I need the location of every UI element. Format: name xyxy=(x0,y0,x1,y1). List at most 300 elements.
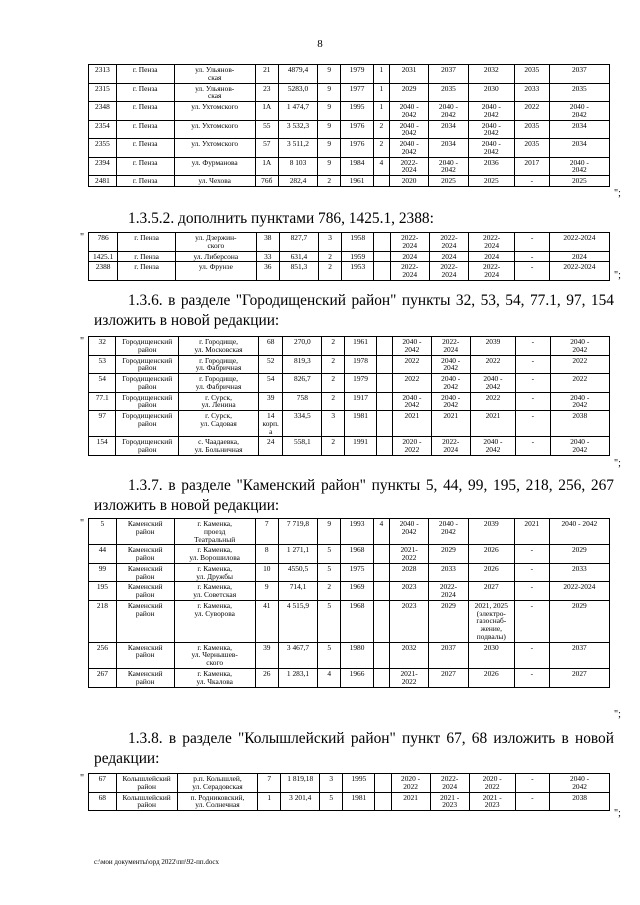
table-cell: 1977 xyxy=(341,83,373,102)
table-cell xyxy=(373,600,389,642)
table-cell: 1958 xyxy=(342,233,374,252)
table-cell: Городищенский район xyxy=(116,411,179,437)
table-cell: 1959 xyxy=(342,251,374,262)
table-cell: г. Пенза xyxy=(116,83,174,102)
table-cell: 2035 xyxy=(514,120,549,139)
table-cell: 2481 xyxy=(89,176,117,187)
table-cell: 631,4 xyxy=(279,251,318,262)
table-cell: р.п. Колышлей, ул. Серадовская xyxy=(177,774,257,793)
table-cell: 2024 xyxy=(429,251,468,262)
table-cell: 2022- 2024 xyxy=(431,337,470,356)
closing-quote: "; xyxy=(614,458,621,469)
table-cell: 2022 xyxy=(470,392,516,411)
table-cell: 9 xyxy=(318,83,341,102)
table-cell: 2026 xyxy=(468,669,514,688)
table-cell: 2037 xyxy=(549,65,609,84)
table-cell: 2 xyxy=(322,374,345,393)
table-cell: 2036 xyxy=(468,157,514,176)
table-cell: 2040 - 2042 xyxy=(549,157,609,176)
table-cell: 4 515,9 xyxy=(278,600,317,642)
table-cell: 53 xyxy=(89,355,116,374)
table-cell: г. Пенза xyxy=(116,139,174,158)
table-cell: 8 xyxy=(255,545,278,564)
table-cell: - xyxy=(516,355,550,374)
table-row xyxy=(89,669,610,688)
closing-quote: "; xyxy=(614,808,621,819)
table-cell: 8 103 xyxy=(278,157,317,176)
table-cell: Колышлейский район xyxy=(116,774,177,793)
table-cell: 3 xyxy=(319,233,342,252)
table-cell: - xyxy=(514,669,549,688)
table-cell: 2027 xyxy=(468,582,514,601)
table-cell: г. Пенза xyxy=(118,233,176,252)
table-cell: 2040 - 2042 xyxy=(431,355,470,374)
table-cell: 1А xyxy=(255,102,278,121)
table-cell: 2040 - 2042 xyxy=(431,374,470,393)
table-cell: 2022- 2024 xyxy=(390,262,429,281)
table-cell: 1917 xyxy=(345,392,377,411)
table-cell xyxy=(374,251,390,262)
table-cell: 2022- 2024 xyxy=(429,262,468,281)
table-cell: Каменский район xyxy=(116,563,174,582)
table-cell: 2021 xyxy=(431,411,470,437)
table-row xyxy=(89,102,610,121)
table-cell: 5 xyxy=(318,600,341,642)
table-cell: 2040 - 2042 xyxy=(429,102,468,121)
table-cell: 14 корп. а xyxy=(259,411,283,437)
table-cell: 2 xyxy=(373,139,389,158)
table-row xyxy=(89,374,610,393)
table-cell: 3 467,7 xyxy=(278,642,317,668)
table-cell: 57 xyxy=(255,139,278,158)
table-cell: 2025 xyxy=(468,176,514,187)
table-row xyxy=(89,262,610,281)
table-cell: 5 xyxy=(89,519,117,545)
table-cell: 2 xyxy=(318,176,341,187)
table-cell: 1978 xyxy=(345,355,377,374)
table-cell: 2040 - 2042 xyxy=(429,157,468,176)
table-cell: 54 xyxy=(259,374,283,393)
table-cell: 2030 xyxy=(468,642,514,668)
table-cell xyxy=(373,582,389,601)
table-cell: 2355 xyxy=(89,139,117,158)
table-cell: - xyxy=(514,582,549,601)
table-cell: 819,3 xyxy=(283,355,322,374)
table-cell: 714,1 xyxy=(278,582,317,601)
table-cell: 1980 xyxy=(341,642,373,668)
table-cell xyxy=(373,545,389,564)
table-cell: 21 xyxy=(255,65,278,84)
housing-table-gorodishche xyxy=(88,336,610,456)
table-row xyxy=(89,251,610,262)
table-cell: - xyxy=(514,600,549,642)
page-number: 8 xyxy=(317,38,323,50)
table-cell: Каменский район xyxy=(116,582,174,601)
table-cell xyxy=(373,563,389,582)
table-cell: 2035 xyxy=(549,83,609,102)
table-cell: 2022 xyxy=(470,355,516,374)
closing-quote: "; xyxy=(614,709,621,720)
table-cell: г. Каменка, ул. Советская xyxy=(174,582,255,601)
table-cell: 2022-2024 xyxy=(549,233,609,252)
opening-quote: " xyxy=(80,232,85,243)
table-cell: г. Городище, ул. Московская xyxy=(179,337,259,356)
table-cell: 9 xyxy=(318,102,341,121)
table-cell: 1995 xyxy=(343,774,375,793)
table-cell: 4879,4 xyxy=(278,65,317,84)
table-cell: ул. Фурманова xyxy=(174,157,255,176)
table-cell: 39 xyxy=(255,642,278,668)
table-row xyxy=(89,337,610,356)
table-cell: г. Пенза xyxy=(116,157,174,176)
table-cell: 1981 xyxy=(345,411,377,437)
table-cell: 2021- 2022 xyxy=(389,545,428,564)
opening-quote: " xyxy=(80,336,85,347)
table-cell: 9 xyxy=(318,120,341,139)
table-cell: 2022- 2024 xyxy=(429,233,468,252)
table-cell: 2040 - 2042 xyxy=(470,374,516,393)
table-cell: 24 xyxy=(259,437,283,456)
table-cell: 2040 - 2042 xyxy=(470,437,516,456)
table-row xyxy=(89,120,610,139)
table-cell: 2022 xyxy=(550,374,609,393)
table-cell: 67 xyxy=(89,774,117,793)
table-cell: 39 xyxy=(259,392,283,411)
table-cell: 2022- 2024 xyxy=(469,233,515,252)
table-cell: 38 xyxy=(256,233,279,252)
table-cell: ул. Ухтомского xyxy=(174,139,255,158)
table-row xyxy=(89,139,610,158)
table-cell: 32 xyxy=(89,337,116,356)
table-cell: 52 xyxy=(259,355,283,374)
table-cell: 2040 - 2042 xyxy=(549,519,609,545)
table-cell: - xyxy=(516,374,550,393)
table-row xyxy=(89,545,610,564)
table-cell: 2033 xyxy=(549,563,609,582)
table-cell: 2040 - 2042 xyxy=(431,392,470,411)
table-cell: 4550,5 xyxy=(278,563,317,582)
table-cell xyxy=(375,792,391,811)
table-row xyxy=(89,519,610,545)
table-cell: 2035 xyxy=(514,65,549,84)
table-cell: 97 xyxy=(89,411,116,437)
table-row xyxy=(89,600,610,642)
table-cell: 2039 xyxy=(468,519,514,545)
table-cell: 2029 xyxy=(429,600,468,642)
section-heading-1.3.8: 1.3.8. в разделе "Колышлейский район" пункт 67, 68 изложить в новой редакции: xyxy=(94,730,614,767)
table-cell: - xyxy=(516,392,550,411)
table-cell: 1 819,18 xyxy=(281,774,320,793)
table-cell: 2035 xyxy=(514,139,549,158)
table-cell: 2022-2024 xyxy=(549,582,609,601)
table-cell: 1 xyxy=(373,65,389,84)
table-cell: 2032 xyxy=(468,65,514,84)
table-cell: 2388 xyxy=(89,262,118,281)
table-cell: 2020 - 2022 xyxy=(469,774,515,793)
table-cell: 68 xyxy=(89,792,117,811)
table-cell: 9 xyxy=(318,519,341,545)
table-cell: 154 xyxy=(89,437,116,456)
table-cell: г. Каменка, ул. Чернышев- ского xyxy=(174,642,255,668)
table-cell: 2040 - 2042 xyxy=(393,337,432,356)
table-cell: 7 xyxy=(258,774,281,793)
table-cell: 2040 - 2042 xyxy=(468,139,514,158)
table-cell: 99 xyxy=(89,563,117,582)
table-cell: 1425.1 xyxy=(89,251,118,262)
table-cell: 2037 xyxy=(429,65,468,84)
table-cell: 2033 xyxy=(429,563,468,582)
table-cell: 558,1 xyxy=(283,437,322,456)
table-cell: 2029 xyxy=(549,545,609,564)
table-cell xyxy=(377,411,393,437)
table-cell: 2026 xyxy=(468,545,514,564)
table-cell: 851,3 xyxy=(279,262,318,281)
table-cell: 2 xyxy=(322,355,345,374)
table-cell: 270,0 xyxy=(283,337,322,356)
housing-table-kolyshley xyxy=(88,773,610,811)
table-cell: Городищенский район xyxy=(116,355,179,374)
table-cell: 1 271,1 xyxy=(278,545,317,564)
table-cell: г. Пенза xyxy=(118,251,176,262)
table-row xyxy=(89,437,610,456)
table-cell: 195 xyxy=(89,582,117,601)
table-cell: ул. Чехова xyxy=(174,176,255,187)
table-cell: 54 xyxy=(89,374,116,393)
table-cell: 2022- 2024 xyxy=(430,774,469,793)
table-cell: ул. Ухтомского xyxy=(174,102,255,121)
table-cell: с. Чаадаевка, ул. Больничная xyxy=(179,437,259,456)
table-cell: 2037 xyxy=(429,642,468,668)
table-cell: 2 xyxy=(322,337,345,356)
table-cell: 1979 xyxy=(345,374,377,393)
table-cell: 1 xyxy=(373,83,389,102)
table-cell: - xyxy=(515,792,549,811)
table-cell: 7 719,8 xyxy=(278,519,317,545)
housing-table-kamenka xyxy=(88,518,610,688)
table-cell: 2027 xyxy=(429,669,468,688)
table-cell: 2021 xyxy=(393,411,432,437)
table-cell: 2040 - 2042 xyxy=(389,120,428,139)
table-cell xyxy=(374,262,390,281)
table-cell: 2033 xyxy=(514,83,549,102)
table-cell: 2040 - 2042 xyxy=(389,139,428,158)
table-cell: 2040 - 2042 xyxy=(550,437,609,456)
table-cell: 2022- 2024 xyxy=(469,262,515,281)
table-cell: 5 xyxy=(318,545,341,564)
table-cell: 2022- 2024 xyxy=(431,437,470,456)
table-cell: 2021 - 2023 xyxy=(469,792,515,811)
table-cell: 3 xyxy=(322,411,345,437)
table-cell: 55 xyxy=(255,120,278,139)
table-cell: 267 xyxy=(89,669,117,688)
table-cell: 4 xyxy=(318,669,341,688)
table-cell: 1969 xyxy=(341,582,373,601)
table-cell: 1975 xyxy=(341,563,373,582)
table-cell: 2034 xyxy=(549,139,609,158)
table-cell: 2022- 2024 xyxy=(390,233,429,252)
table-cell: 2035 xyxy=(429,83,468,102)
table-cell: 2034 xyxy=(429,139,468,158)
table-cell: 2022- 2024 xyxy=(429,582,468,601)
table-cell: 2030 xyxy=(468,83,514,102)
table-cell: Каменский район xyxy=(116,669,174,688)
table-cell: Городищенский район xyxy=(116,392,179,411)
table-cell: 786 xyxy=(89,233,118,252)
table-cell: - xyxy=(516,437,550,456)
table-cell: 2021- 2022 xyxy=(389,669,428,688)
table-cell: 1984 xyxy=(341,157,373,176)
table-cell: 1А xyxy=(255,157,278,176)
table-cell: 2022 xyxy=(514,102,549,121)
table-cell: 256 xyxy=(89,642,117,668)
table-row xyxy=(89,233,610,252)
table-cell: 2315 xyxy=(89,83,117,102)
table-row xyxy=(89,355,610,374)
closing-quote: "; xyxy=(614,188,621,199)
table-cell: 2029 xyxy=(429,545,468,564)
section-heading-1.3.5.2: 1.3.5.2. дополнить пунктами 786, 1425.1, 2388: xyxy=(128,210,434,227)
table-cell: 2032 xyxy=(389,642,428,668)
table-cell: 2039 xyxy=(470,337,516,356)
table-cell: 2024 xyxy=(390,251,429,262)
section-heading-1.3.7: 1.3.7. в разделе "Каменский район" пункты 5, 44, 99, 195, 218, 256, 267 изложить в новой редакции: xyxy=(94,477,614,514)
table-cell: 1993 xyxy=(341,519,373,545)
table-cell: 2 xyxy=(318,582,341,601)
table-cell: Каменский район xyxy=(116,519,174,545)
table-cell: 282,4 xyxy=(278,176,317,187)
table-cell: 1961 xyxy=(345,337,377,356)
table-cell: 1 xyxy=(258,792,281,811)
table-row xyxy=(89,792,610,811)
table-cell xyxy=(373,176,389,187)
table-cell: 2040 - 2042 xyxy=(389,102,428,121)
table-cell: 2038 xyxy=(550,792,610,811)
table-row xyxy=(89,563,610,582)
table-cell: 3 532,3 xyxy=(278,120,317,139)
table-cell: г. Пенза xyxy=(116,176,174,187)
table-cell: 1953 xyxy=(342,262,374,281)
table-row xyxy=(89,411,610,437)
table-row xyxy=(89,774,610,793)
table-cell: 1 474,7 xyxy=(278,102,317,121)
table-row xyxy=(89,157,610,176)
table-cell: г. Каменка, ул. Суворова xyxy=(174,600,255,642)
table-cell: 76б xyxy=(255,176,278,187)
table-cell: 5 xyxy=(318,642,341,668)
table-cell: 2028 xyxy=(389,563,428,582)
table-cell: 2040 - 2042 xyxy=(468,120,514,139)
table-cell: 2 xyxy=(373,120,389,139)
table-cell: ул. Ухтомского xyxy=(174,120,255,139)
table-cell: 1976 xyxy=(341,120,373,139)
table-cell: г. Каменка, ул. Чкалова xyxy=(174,669,255,688)
table-cell: 2022-2024 xyxy=(549,262,609,281)
table-cell: 2026 xyxy=(468,563,514,582)
table-cell: 2022 xyxy=(393,374,432,393)
table-cell xyxy=(377,374,393,393)
table-cell: 1979 xyxy=(341,65,373,84)
table-cell: 2034 xyxy=(549,120,609,139)
table-cell: г. Каменка, проезд Театральный xyxy=(174,519,255,545)
table-cell: - xyxy=(516,411,550,437)
table-cell: 218 xyxy=(89,600,117,642)
table-cell: Колышлейский район xyxy=(116,792,177,811)
table-cell: 77.1 xyxy=(89,392,116,411)
table-cell: 2 xyxy=(319,251,342,262)
table-cell: 1961 xyxy=(341,176,373,187)
table-cell: - xyxy=(515,774,549,793)
table-cell: 334,5 xyxy=(283,411,322,437)
table-cell: 2040 - 2042 xyxy=(393,392,432,411)
table-cell xyxy=(377,355,393,374)
table-cell: 9 xyxy=(318,65,341,84)
table-cell: 2027 xyxy=(549,669,609,688)
table-cell: 5283,0 xyxy=(278,83,317,102)
table-cell: 1966 xyxy=(341,669,373,688)
table-cell: Каменский район xyxy=(116,642,174,668)
table-cell: г. Пенза xyxy=(116,65,174,84)
table-cell: г. Городище, ул. Фабричная xyxy=(179,374,259,393)
table-cell: 4 xyxy=(373,519,389,545)
table-cell: 2040 - 2042 xyxy=(550,392,609,411)
table-cell: - xyxy=(515,251,550,262)
table-cell: 2025 xyxy=(429,176,468,187)
table-cell: 5 xyxy=(318,563,341,582)
table-cell: 2021 xyxy=(514,519,549,545)
table-cell: Городищенский район xyxy=(116,337,179,356)
table-cell: 3 201,4 xyxy=(281,792,320,811)
table-cell: ул. Либерсона xyxy=(175,251,256,262)
table-cell: 2020 - 2022 xyxy=(393,437,432,456)
table-cell: ул. Ульянов- ская xyxy=(174,65,255,84)
table-cell: 3 xyxy=(320,774,343,793)
table-cell: г. Сурск, ул. Ленина xyxy=(179,392,259,411)
table-cell: 1976 xyxy=(341,139,373,158)
table-cell: ул. Фрунзе xyxy=(175,262,256,281)
opening-quote: " xyxy=(80,518,85,529)
table-cell: 9 xyxy=(318,157,341,176)
table-cell: Каменский район xyxy=(116,545,174,564)
table-cell: Городищенский район xyxy=(116,374,179,393)
table-cell xyxy=(373,669,389,688)
table-cell: 36 xyxy=(256,262,279,281)
table-cell: г. Пенза xyxy=(118,262,176,281)
table-cell: 2040 - 2042 xyxy=(468,102,514,121)
table-cell: 1995 xyxy=(341,102,373,121)
table-cell: 1968 xyxy=(341,600,373,642)
table-cell: - xyxy=(514,563,549,582)
table-cell: 2348 xyxy=(89,102,117,121)
housing-table-additions xyxy=(88,232,610,281)
table-cell: 10 xyxy=(255,563,278,582)
table-cell: 26 xyxy=(255,669,278,688)
table-cell: 2017 xyxy=(514,157,549,176)
table-cell xyxy=(377,337,393,356)
table-cell: 2040 - 2042 xyxy=(429,519,468,545)
closing-quote: "; xyxy=(614,270,621,281)
table-row xyxy=(89,83,610,102)
table-cell: 2024 xyxy=(469,251,515,262)
table-cell: 1 xyxy=(373,102,389,121)
table-cell: 2025 xyxy=(549,176,609,187)
table-row xyxy=(89,642,610,668)
opening-quote: " xyxy=(80,773,85,784)
table-cell: 2020 xyxy=(389,176,428,187)
table-cell: 2029 xyxy=(549,600,609,642)
table-cell: 2354 xyxy=(89,120,117,139)
table-cell: 2022 xyxy=(550,355,609,374)
table-cell: 2029 xyxy=(389,83,428,102)
